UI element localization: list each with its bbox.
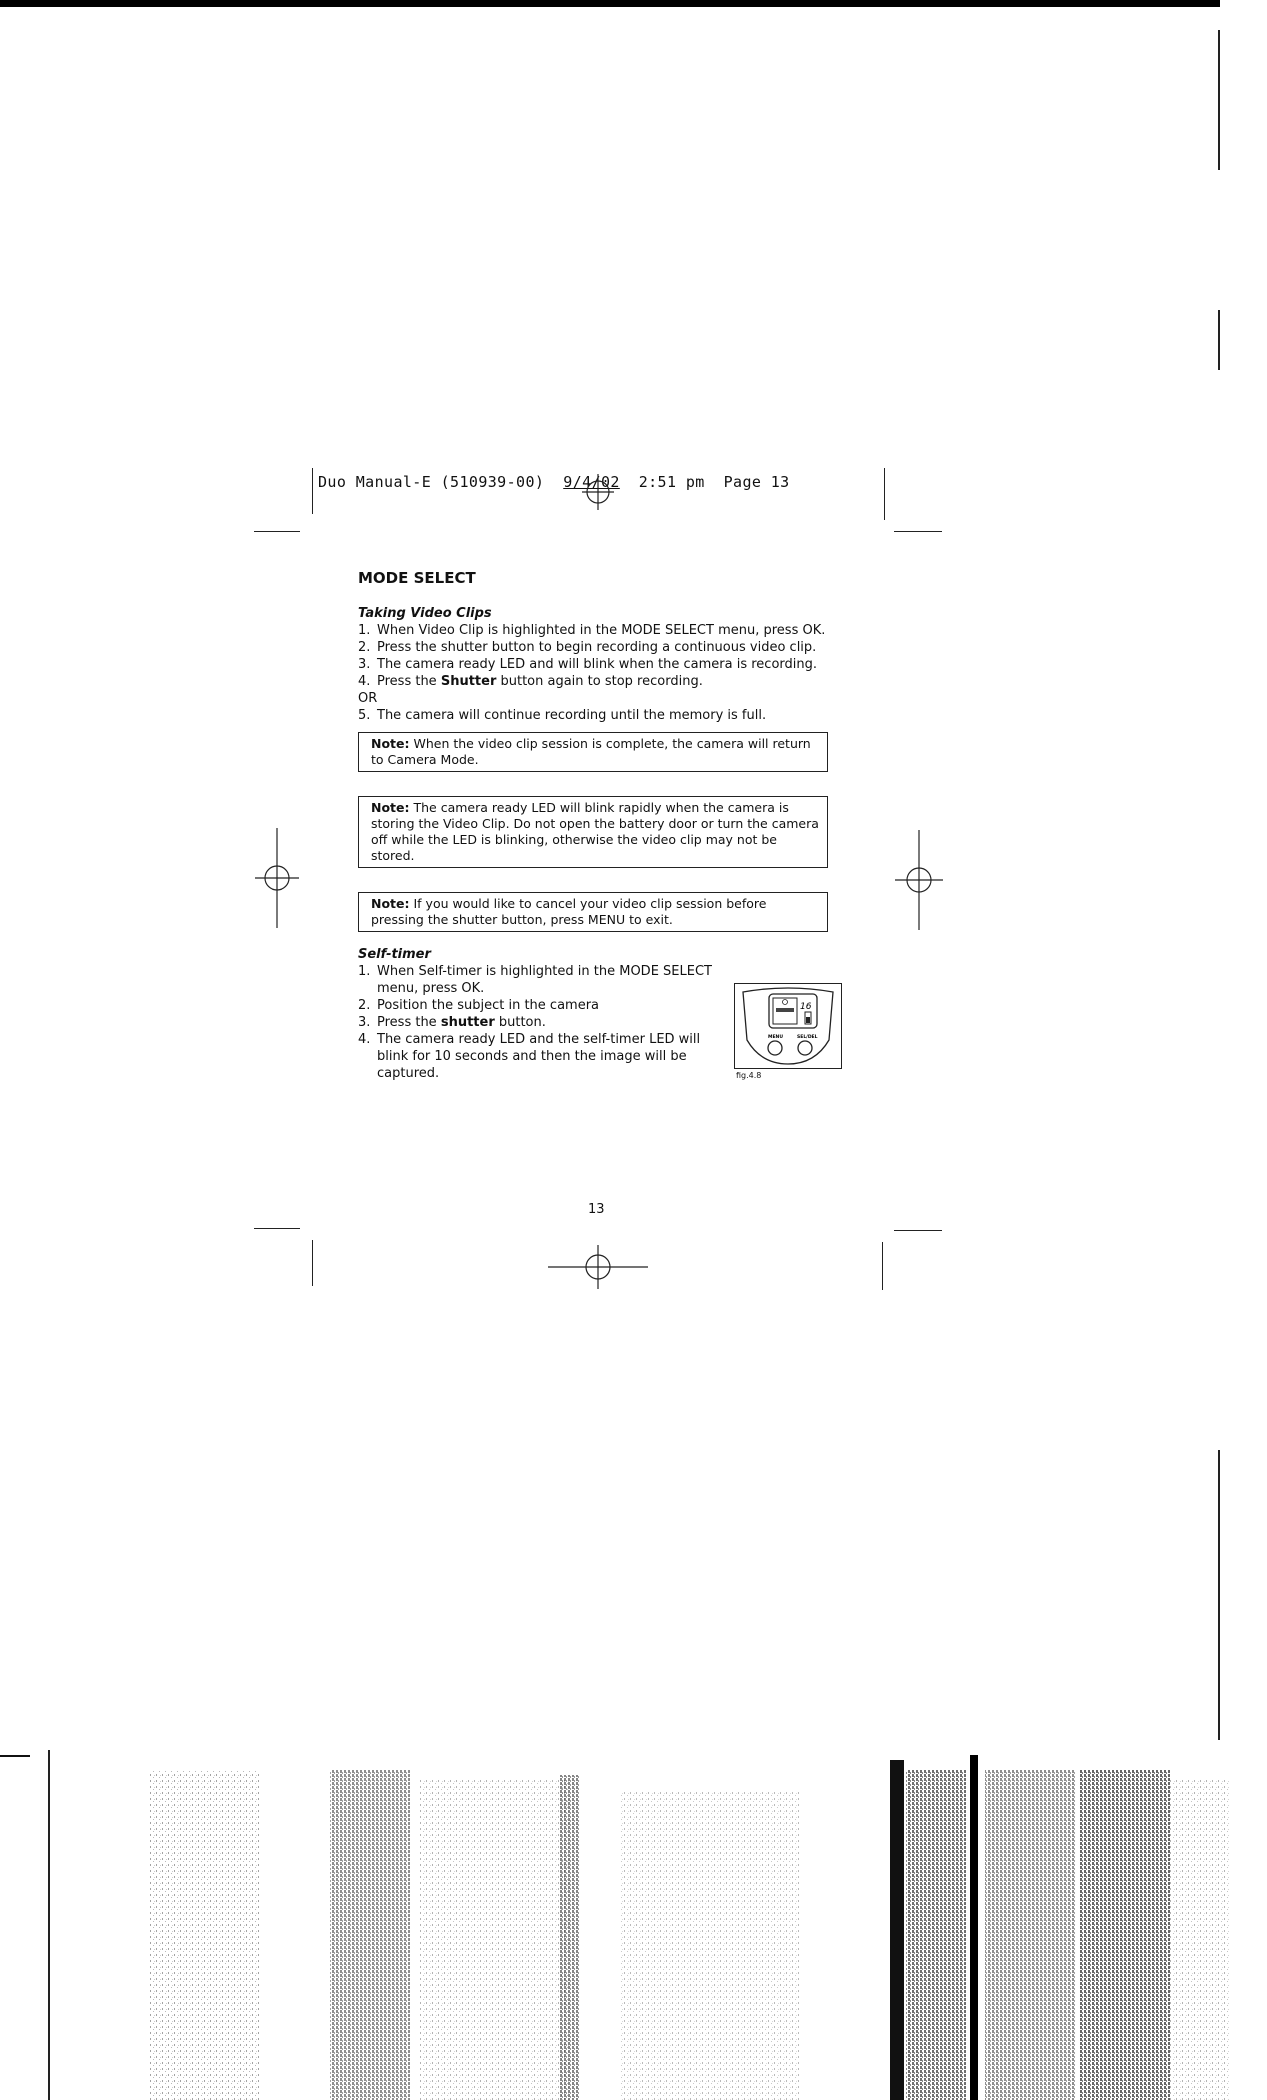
crop-mark (884, 468, 885, 520)
note-text: The camera ready LED will blink rapidly when the camera is storing the Video Clip. Do not open the battery door or turn the camera off while the LED is blinking, otherwise the video clip may not be stored. (371, 800, 819, 863)
scan-right-edge (1218, 1450, 1220, 1740)
crop-mark (312, 1240, 313, 1286)
figure-camera-back (734, 983, 842, 1069)
video-clips-heading: Taking Video Clips (358, 606, 492, 621)
step-number: 4. (358, 674, 371, 689)
step-number: 2. (358, 998, 371, 1013)
figure-caption: fig.4.8 (736, 1071, 762, 1080)
list-item (358, 1014, 713, 1031)
crop-mark (894, 1230, 942, 1231)
step-number: 2. (358, 640, 371, 655)
slug-time: 2:51 pm (638, 473, 705, 491)
list-item (358, 656, 828, 673)
or-separator: OR (358, 691, 378, 706)
step-text: Press the shutter button to begin recording a continuous video clip. (377, 640, 817, 655)
video-clips-steps (358, 622, 828, 690)
registration-mark-icon (578, 472, 618, 512)
scan-noise-band (0, 1750, 1267, 2100)
note-box (358, 796, 828, 868)
slug-text: Duo Manual-E (510939-00) (318, 473, 545, 491)
note-label: Note: (371, 736, 410, 751)
step-text: button again to stop recording. (496, 674, 703, 689)
list-item (358, 707, 828, 724)
note-label: Note: (371, 896, 410, 911)
slug-date: 9/4/02 (563, 473, 620, 491)
step-number: 1. (358, 623, 371, 638)
step-text: The camera will continue recording until the memory is full. (377, 708, 767, 723)
list-item (358, 963, 713, 997)
registration-mark-icon (895, 830, 943, 930)
step-text: When Video Clip is highlighted in the MODE SELECT menu, press OK. (377, 623, 826, 638)
registration-mark-icon (255, 828, 299, 928)
note-box (358, 732, 828, 772)
step-text: Press the (377, 674, 441, 689)
step-number: 4. (358, 1032, 371, 1047)
note-text: If you would like to cancel your video clip session before pressing the shutter button, press MENU to exit. (371, 896, 767, 927)
step-number: 1. (358, 964, 371, 979)
crop-mark (312, 468, 313, 514)
crop-mark (882, 1242, 883, 1290)
scan-right-edge (1218, 30, 1220, 170)
scan-right-edge (1218, 310, 1220, 370)
note-text: When the video clip session is complete, the camera will return to Camera Mode. (371, 736, 811, 767)
sel-del-button-label: SEL/DEL (797, 1035, 818, 1040)
step-bold-text: Shutter (440, 674, 497, 689)
camera-back-panel-icon (735, 984, 841, 1068)
step-number: 3. (358, 1015, 371, 1030)
menu-button-label: MENU (768, 1035, 783, 1040)
list-item (358, 622, 828, 639)
crop-mark (894, 531, 942, 532)
scan-top-edge (0, 0, 1220, 7)
step-text: button. (494, 1015, 546, 1030)
step-number: 3. (358, 657, 371, 672)
crop-mark (254, 531, 300, 532)
self-timer-steps (358, 963, 713, 1082)
step-text: Press the (377, 1015, 441, 1030)
list-item (358, 639, 828, 656)
lcd-number: 16 (800, 1002, 812, 1012)
step-bold-text: shutter (440, 1015, 495, 1030)
print-slug-header (318, 473, 790, 491)
step-text: Position the subject in the camera (377, 998, 600, 1013)
step-text: When Self-timer is highlighted in the MODE SELECT menu, press OK. (377, 964, 712, 996)
slug-page: Page 13 (723, 473, 790, 491)
registration-mark-icon (548, 1245, 648, 1289)
self-timer-heading: Self-timer (358, 947, 431, 962)
section-title: MODE SELECT (358, 569, 476, 587)
video-clips-steps-continued (358, 707, 828, 724)
note-label: Note: (371, 800, 410, 815)
step-text: The camera ready LED and will blink when the camera is recording. (377, 657, 818, 672)
note-box (358, 892, 828, 932)
step-text: The camera ready LED and the self-timer LED will blink for 10 seconds and then the image will be captured. (377, 1032, 701, 1081)
list-item (358, 1031, 713, 1082)
crop-mark (254, 1228, 300, 1229)
step-number: 5. (358, 708, 371, 723)
list-item (358, 997, 713, 1014)
list-item (358, 673, 828, 690)
page-number: 13 (588, 1202, 605, 1217)
